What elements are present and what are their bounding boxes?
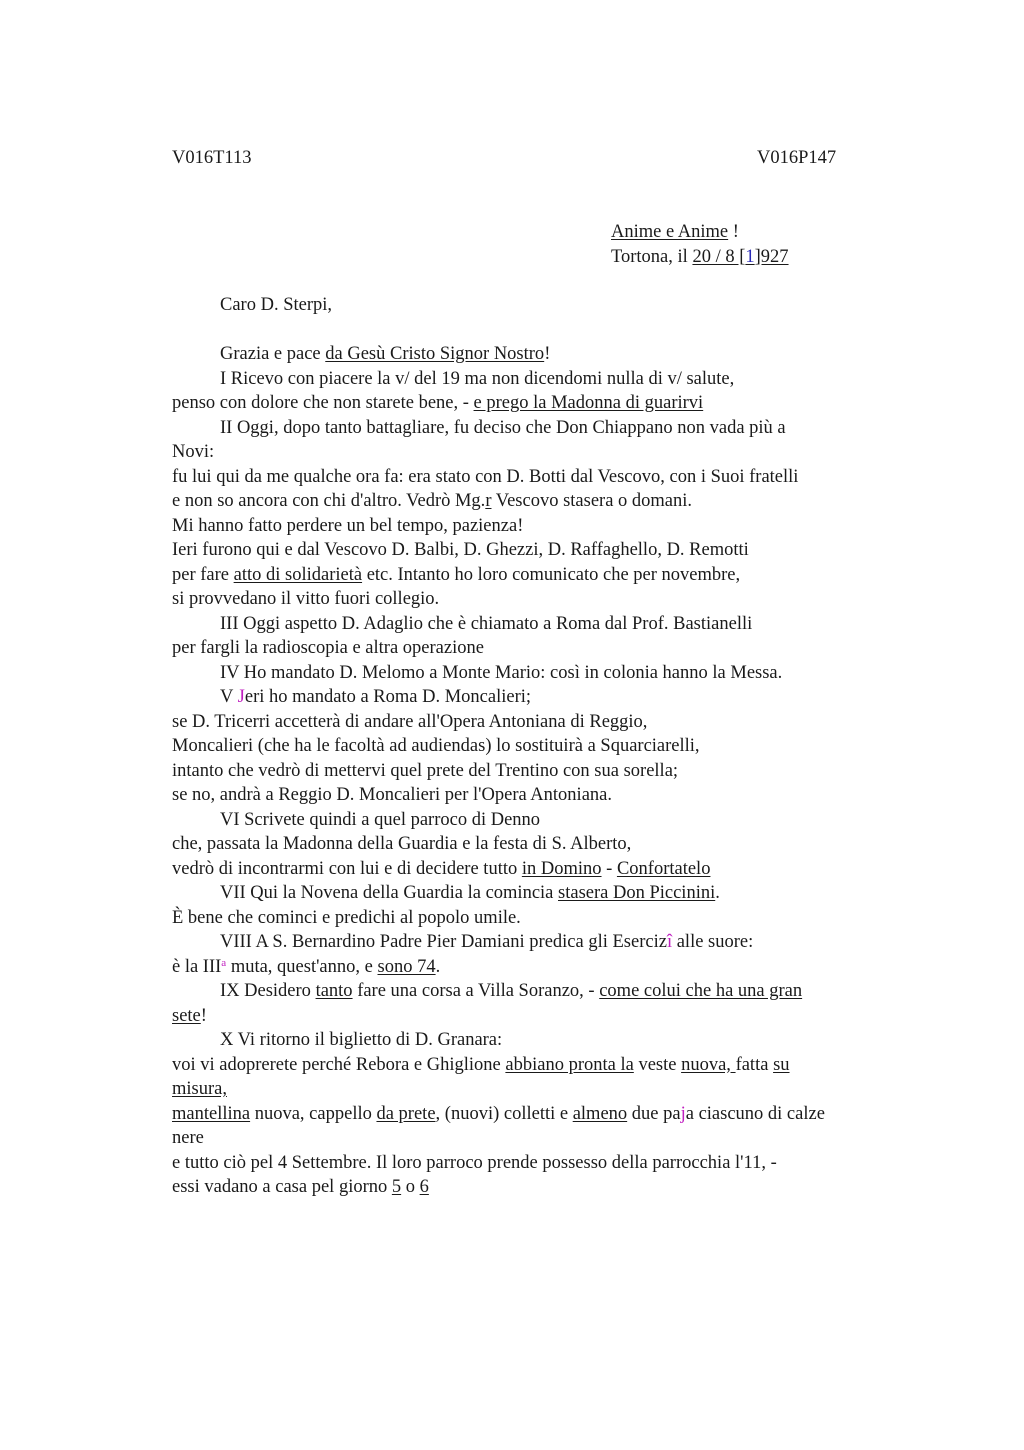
text-line: essi vadano a casa pel giorno 5 o 6	[172, 1177, 429, 1197]
text-line: che, passata la Madonna della Guardia e la festa di S. Alberto,	[172, 834, 632, 854]
motto-line: Anime e Anime !	[611, 222, 739, 242]
text-line: VII Qui la Novena della Guardia la comincia stasera Don Piccinini.	[220, 883, 720, 903]
text-line: voi vi adoprerete perché Rebora e Ghiglione abbiano pronta la veste nuova, fatta su	[172, 1054, 790, 1075]
text-line: e non so ancora con chi d'altro. Vedrò Mg.r Vescovo stasera o domani.	[172, 491, 693, 511]
text-line: VIII A S. Bernardino Padre Pier Damiani predica gli Esercizî alle suore:	[220, 932, 754, 952]
archive-code-right: V016P147	[757, 148, 837, 168]
text-line: X Vi ritorno il biglietto di D. Granara:	[220, 1030, 503, 1050]
text-line: V Jeri ho mandato a Roma D. Moncalieri;	[220, 687, 532, 707]
text-line: fu lui qui da me qualche ora fa: era stato con D. Botti dal Vescovo, con i Suoi fratelli	[172, 466, 799, 487]
text-line: Ieri furono qui e dal Vescovo D. Balbi, D. Ghezzi, D. Raffaghello, D. Remotti	[172, 540, 749, 560]
text-line: IX Desidero tanto fare una corsa a Villa Soranzo, - come colui che ha una gran	[220, 981, 803, 1001]
text-line: vedrò di incontrarmi con lui e di decidere tutto in Domino - Confortatelo	[172, 858, 711, 879]
text-line: misura,	[172, 1079, 227, 1099]
letter-body	[172, 293, 912, 1200]
greeting-line: Grazia e pace da Gesù Cristo Signor Nostro!	[220, 344, 551, 364]
motto: Anime e Anime	[611, 222, 729, 242]
text-line: per fare atto di solidarietà etc. Intanto ho loro comunicato che per novembre,	[172, 564, 741, 585]
place-date-line: Tortona, il 20 / 8 [1]927	[611, 246, 789, 267]
text-line: si provvedano il vitto fuori collegio.	[172, 589, 440, 609]
letter-date: 20 / 8 [1]927	[692, 246, 789, 267]
text-line: se no, andrà a Reggio D. Moncalieri per l'Opera Antoniana.	[172, 785, 612, 805]
text-line: È bene che cominci e predichi al popolo umile.	[172, 907, 521, 928]
text-line: penso con dolore che non starete bene, - e prego la Madonna di guarirvi	[172, 393, 704, 413]
text-line: sete!	[172, 1005, 207, 1026]
text-line: II Oggi, dopo tanto battagliare, fu deciso che Don Chiappano non vada più a	[220, 417, 786, 438]
text-line: VI Scrivete quindi a quel parroco di Denno	[220, 809, 541, 830]
text-line: è la III$^a$ muta, quest'anno, e sono 74.	[172, 956, 441, 977]
text-line: nere	[172, 1128, 204, 1148]
text-line: IV Ho mandato D. Melomo a Monte Mario: così in colonia hanno la Messa.	[220, 662, 783, 683]
text-line: se D. Tricerri accetterà di andare all'Opera Antoniana di Reggio,	[172, 711, 648, 732]
text-line: per fargli la radioscopia e altra operazione	[172, 638, 484, 658]
text-line: e tutto ciò pel 4 Settembre. Il loro parroco prende possesso della parrocchia l'11, -	[172, 1152, 777, 1173]
text-line: Mi hanno fatto perdere un bel tempo, pazienza!	[172, 515, 524, 536]
text-line: mantellina nuova, cappello da prete, (nuovi) colletti e almeno due paja ciascuno di calze	[172, 1103, 825, 1124]
text-line: III Oggi aspetto D. Adaglio che è chiamato a Roma dal Prof. Bastianelli	[220, 613, 753, 634]
date-block	[611, 220, 789, 269]
text-line: intanto che vedrò di mettervi quel prete del Trentino con sua sorella;	[172, 760, 679, 781]
archive-code-left: V016T113	[172, 148, 252, 168]
text-line: Novi:	[172, 442, 215, 462]
salutation: Caro D. Sterpi,	[220, 295, 333, 315]
text-line: Moncalieri (che ha le facoltà ad audiendas) lo sostituirà a Squarciarelli,	[172, 736, 700, 756]
text-line: I Ricevo con piacere la v/ del 19 ma non dicendomi nulla di v/ salute,	[220, 368, 735, 389]
